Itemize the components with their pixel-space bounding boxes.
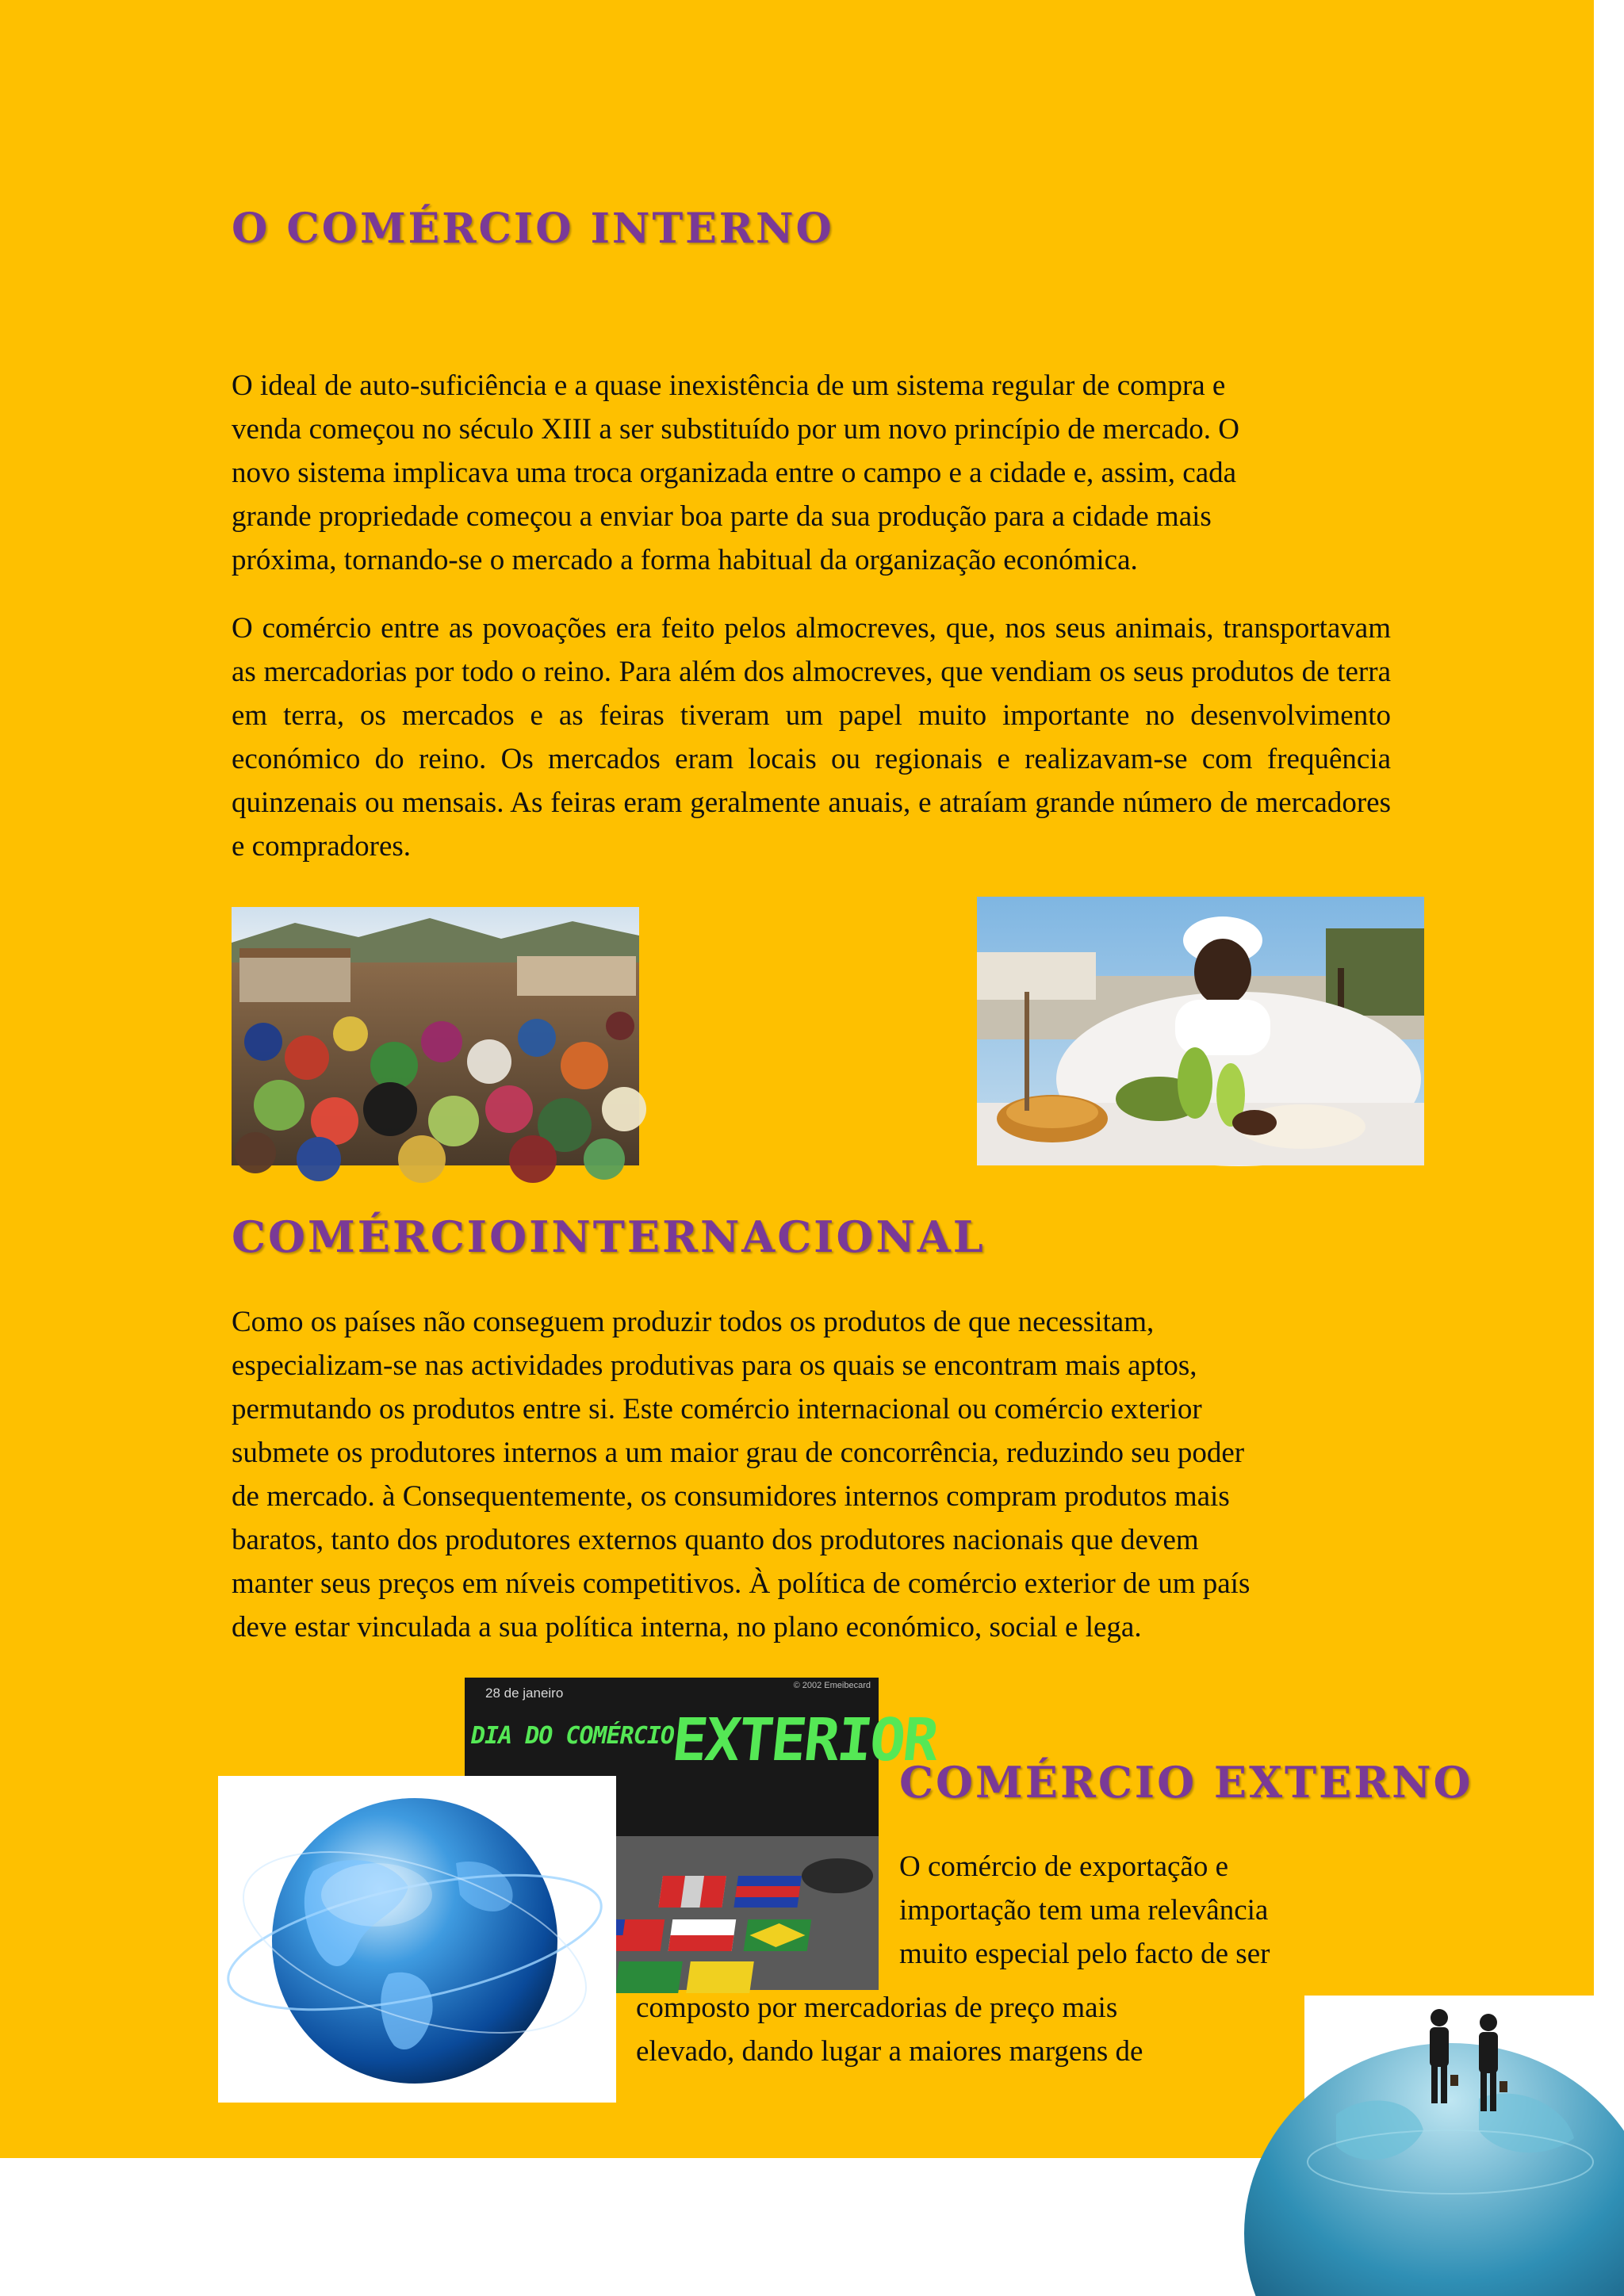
text-line: O ideal de auto-suficiência e a quase inexistência de um sistema regular de compra e <box>232 369 1226 402</box>
text-line: elevado, dando lugar a maiores margens de <box>636 2035 1143 2068</box>
heading-comercio-externo: COMÉRCIO EXTERNO <box>899 1757 1473 1808</box>
text-line: manter seus preços em níveis competitivos. À política de comércio exterior de um país <box>232 1567 1251 1600</box>
text-line: muito especial pelo facto de ser <box>899 1938 1270 1970</box>
paragraph-comercio-externo-bottom <box>636 1986 1270 2073</box>
paragraph-comercio-externo-top <box>899 1845 1375 1976</box>
market-photo <box>232 907 639 1165</box>
text-line: novo sistema implicava uma troca organizada entre o campo e a cidade e, assim, cada <box>232 457 1237 489</box>
text-line: permutando os produtos entre si. Este comércio internacional ou comércio exterior <box>232 1393 1202 1425</box>
text-line: grande propriedade começou a enviar boa parte da sua produção para a cidade mais <box>232 500 1212 533</box>
heading-comercio-internacional: COMÉRCIOINTERNACIONAL <box>232 1211 986 1262</box>
text-line: de mercado. à Consequentemente, os consumidores internos compram produtos mais <box>232 1480 1230 1513</box>
text-line: Como os países não conseguem produzir todos os produtos de que necessitam, <box>232 1306 1155 1338</box>
paragraph-ideal-autosuficiencia <box>232 364 1389 582</box>
poster-line2: EXTERIOR <box>668 1706 940 1774</box>
poster-date: 28 de janeiro <box>485 1686 564 1701</box>
heading-comercio-interno: O COMÉRCIO INTERNO <box>232 205 834 253</box>
poster-copyright: © 2002 Emeibecard <box>793 1681 871 1690</box>
text-line: próxima, tornando-se o mercado a forma habitual da organização económica. <box>232 544 1138 576</box>
text-line: submete os produtores internos a um maior grau de concorrência, reduzindo seu poder <box>232 1437 1245 1469</box>
text-line: especializam-se nas actividades produtivas para os quais se encontram mais aptos, <box>232 1349 1197 1382</box>
paragraph-almocreves: O comércio entre as povoações era feito pelos almocreves, que, nos seus animais, transportavam as mercadorias por todo o reino. Para além dos almocreves, que vendiam os seus produtos de terra em terra, os mercados e as feiras tiveram um papel muito importante no desenvolvimento económico do reino. Os mercados eram locais ou regionais e realizavam-se com frequência quinzenais ou mensais. As feiras eram geralmente anuais, e atraíam grande número de mercadores e compradores. <box>232 612 1391 863</box>
poster-line1: DIA DO COMÉRCIO <box>471 1722 674 1750</box>
globe-image <box>218 1776 616 2103</box>
text-line: baratos, tanto dos produtores externos quanto dos produtores nacionais que devem <box>232 1524 1199 1556</box>
text-line: O comércio de exportação e <box>899 1850 1229 1883</box>
text-line: composto por mercadorias de preço mais <box>636 1992 1118 2024</box>
paragraph-comercio-internacional <box>232 1300 1389 1649</box>
text-line: importação tem uma relevância <box>899 1894 1269 1927</box>
text-line: deve estar vinculada a sua política interna, no plano económico, social e lega. <box>232 1611 1142 1644</box>
businessmen-globe <box>1304 1996 1597 2203</box>
text-line: venda começou no século XIII a ser substituído por um novo princípio de mercado. O <box>232 413 1240 446</box>
vendor-photo <box>977 897 1424 1165</box>
